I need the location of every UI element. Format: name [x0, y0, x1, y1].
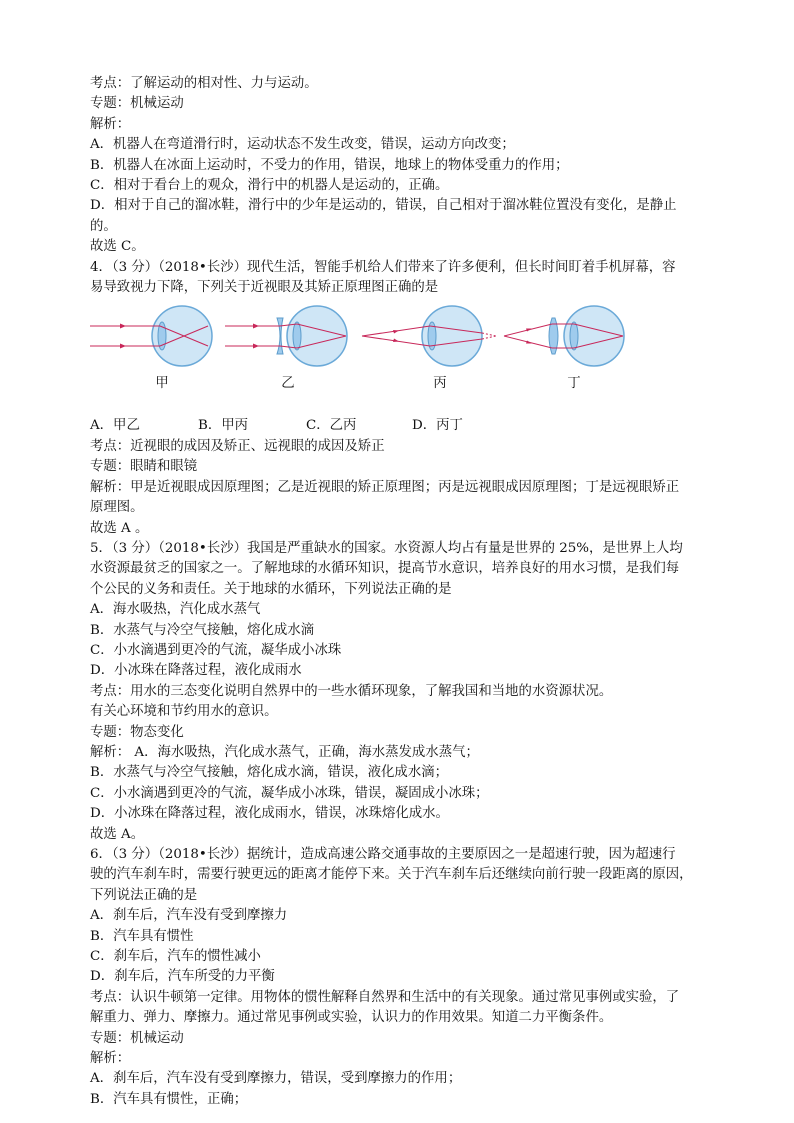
q5-option-c: C．小水滴遇到更冷的气流，凝华成小冰珠	[90, 642, 342, 658]
q5-stem-line3: 个公民的义务和责任。关于地球的水循环，下列说法正确的是	[90, 581, 452, 597]
q6-stem-line2: 驶的汽车刹车时，需要行驶更远的距离才能停下来。关于汽车刹车后还继续向前行驶一段距离的原因，	[90, 867, 693, 883]
q6-option-d: D．刹车后，汽车所受的力平衡	[90, 969, 275, 985]
figure-label-ding: 丁	[567, 376, 581, 392]
q5-kaodian-line1: 考点：用水的三态变化说明自然界中的一些水循环现象，了解我国和当地的水资源状况。	[90, 683, 613, 699]
document-page	[90, 74, 712, 1110]
q3-option-c: C．相对于看台上的观众，滑行中的机器人是运动的，正确。	[90, 178, 449, 194]
q4-jiexi-line2: 原理图。	[90, 500, 144, 516]
q4-option-d: D．丙丁	[412, 418, 463, 434]
q3-answer: 故选 C。	[90, 239, 145, 255]
q6-jiexi-a: A．刹车后，汽车没有受到摩擦力，错误，受到摩擦力的作用；	[90, 1071, 462, 1087]
q5-stem-line1: 5．（3 分）（2018•长沙）我国是严重缺水的国家。水资源人均占有量是世界的 25%，是世界上人均	[90, 540, 683, 556]
q6-zhuanti: 专题：机械运动	[90, 1030, 184, 1046]
convex-lens	[549, 318, 558, 354]
q6-stem-line3: 下列说法正确的是	[90, 887, 198, 903]
q6-kaodian-line2: 解重力、弹力、摩擦力。通过常见事例或实验，认识力的作用效果。知道二力平衡条件。	[90, 1010, 613, 1026]
q6-jiexi: 解析：	[90, 1051, 131, 1067]
q6-option-a: A．刹车后，汽车没有受到摩擦力	[90, 908, 288, 924]
eye-figures	[90, 304, 712, 416]
q3-jiexi: 解析：	[90, 116, 131, 132]
q5-jiexi-d: D．小冰珠在降落过程，液化成雨水，错误，冰珠熔化成水。	[90, 806, 449, 822]
q4-kaodian: 考点：近视眼的成因及矫正、远视眼的成因及矫正	[90, 438, 385, 454]
q6-stem-line1: 6．（3 分）（2018•长沙）据统计，造成高速公路交通事故的主要原因之一是超速行驶，因为超速行	[90, 847, 676, 862]
q3-option-b: B．机器人在冰面上运动时，不受力的作用，错误，地球上的物体受重力的作用；	[90, 157, 569, 173]
q4-option-a: A．甲乙	[90, 418, 140, 434]
figure-label-jia: 甲	[155, 376, 169, 392]
q6-option-b: B．汽车具有惯性	[90, 928, 194, 944]
q3-option-d-line2: 的。	[90, 218, 117, 234]
q3-option-d-line1: D．相对于自己的溜冰鞋，滑行中的少年是运动的，错误，自己相对于溜冰鞋位置没有变化，是静止	[90, 198, 677, 214]
concave-lens	[277, 318, 283, 354]
eye-figure-yi	[225, 304, 355, 374]
q6-jiexi-b: B．汽车具有惯性，正确；	[90, 1091, 248, 1107]
eye-figure-ding	[502, 304, 632, 374]
q5-jiexi-c: C．小水滴遇到更冷的气流，凝华成小冰珠，错误，凝固成小冰珠；	[90, 785, 489, 801]
q4-jiexi-line1: 解析：甲是近视眼成因原理图；乙是近视眼的矫正原理图；丙是远视眼成因原理图；丁是远视眼矫正	[90, 479, 680, 495]
q4-options	[90, 416, 712, 436]
q3-kaodian: 考点：了解运动的相对性、力与运动。	[90, 76, 318, 91]
eye-lens	[293, 322, 301, 350]
figure-label-bing: 丙	[433, 376, 447, 392]
q4-answer: 故选 A 。	[90, 520, 149, 536]
q4-option-b: B．甲丙	[198, 418, 249, 434]
eye-lens	[570, 322, 578, 350]
q4-stem-line1: 4．（3 分）（2018•长沙）现代生活，智能手机给人们带来了许多便利，但长时间盯着手机屏幕，容	[90, 259, 676, 275]
q3-option-a: A．机器人在弯道滑行时，运动状态不发生改变，错误，运动方向改变；	[90, 137, 515, 153]
q5-option-a: A．海水吸热，汽化成水蒸气	[90, 602, 261, 618]
q5-zhuanti: 专题：物态变化	[90, 724, 184, 740]
eye-figure-bing	[360, 304, 500, 374]
q5-jiexi-a: 解析： A．海水吸热，汽化成水蒸气，正确，海水蒸发成水蒸气；	[90, 744, 479, 760]
q5-stem-line2: 水资源最贫乏的国家之一。了解地球的水循环知识，提高节水意识，培养良好的用水习惯，是我们每	[90, 561, 680, 577]
q4-zhuanti: 专题：眼睛和眼镜	[90, 459, 198, 475]
q5-option-d: D．小冰珠在降落过程，液化成雨水	[90, 663, 302, 679]
q5-option-b: B．水蒸气与冷空气接触，熔化成水滴	[90, 622, 315, 638]
figure-label-yi: 乙	[281, 376, 295, 392]
q5-answer: 故选 A。	[90, 826, 145, 842]
eye-figure-jia	[90, 304, 220, 374]
q5-kaodian-line2: 有关心环境和节约用水的意识。	[90, 704, 278, 720]
q4-option-c: C．乙丙	[306, 418, 357, 434]
q3-zhuanti: 专题：机械运动	[90, 96, 184, 112]
q5-jiexi-b: B．水蒸气与冷空气接触，熔化成水滴，错误，液化成水滴；	[90, 765, 448, 781]
q6-option-c: C．刹车后，汽车的惯性减小	[90, 949, 261, 965]
q6-kaodian-line1: 考点：认识牛顿第一定律。用物体的惯性解释自然界和生活中的有关现象。通过常见事例或实验，了	[90, 989, 680, 1005]
q4-stem-line2: 易导致视力下降，下列关于近视眼及其矫正原理图正确的是	[90, 280, 439, 296]
